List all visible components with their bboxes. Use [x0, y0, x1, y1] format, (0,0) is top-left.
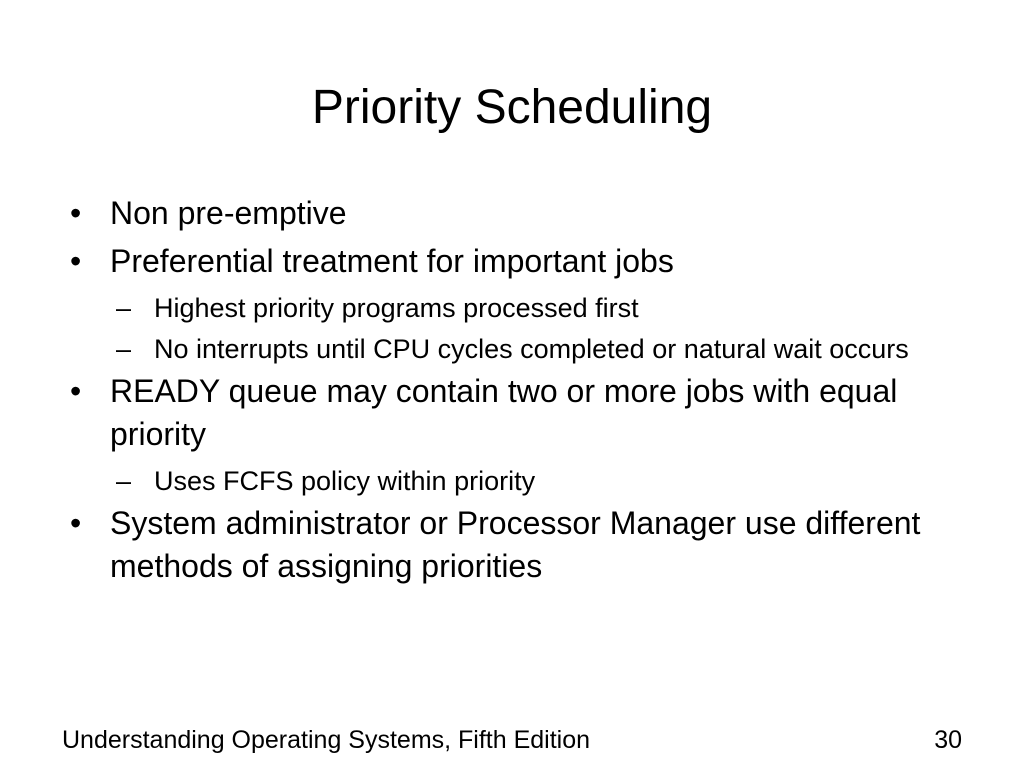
bullet-text: Preferential treatment for important jobs — [110, 243, 674, 279]
bullet-text: Non pre-emptive — [110, 195, 347, 231]
bullet-text: System administrator or Processor Manager use different methods of assigning priorities — [110, 505, 921, 584]
bullet-text: READY queue may contain two or more jobs with equal priority — [110, 373, 898, 452]
bullet-dot-icon: • — [70, 243, 82, 279]
footer-book-title: Understanding Operating Systems, Fifth Edition — [62, 726, 591, 754]
dash-icon: – — [116, 293, 132, 323]
dash-icon: – — [116, 466, 132, 496]
bullet-item — [70, 370, 950, 456]
dash-icon: – — [116, 334, 132, 364]
bullet-dot-icon: • — [70, 505, 82, 541]
bullet-dot-icon: • — [70, 373, 82, 409]
sub-bullet-text: No interrupts until CPU cycles completed or natural wait occurs — [154, 334, 909, 364]
page-number: 30 — [934, 726, 962, 754]
bullet-item — [70, 192, 950, 235]
sub-bullet-text: Uses FCFS policy within priority — [154, 466, 536, 496]
bullet-dot-icon: • — [70, 195, 82, 231]
bullet-item — [70, 240, 950, 283]
slide-body — [70, 192, 950, 593]
slide-title: Priority Scheduling — [311, 81, 713, 134]
sub-bullet-item — [70, 461, 950, 501]
sub-bullet-item — [70, 329, 950, 369]
bullet-item — [70, 502, 950, 588]
sub-bullet-text: Highest priority programs processed first — [154, 293, 639, 323]
sub-bullet-item — [70, 288, 950, 328]
